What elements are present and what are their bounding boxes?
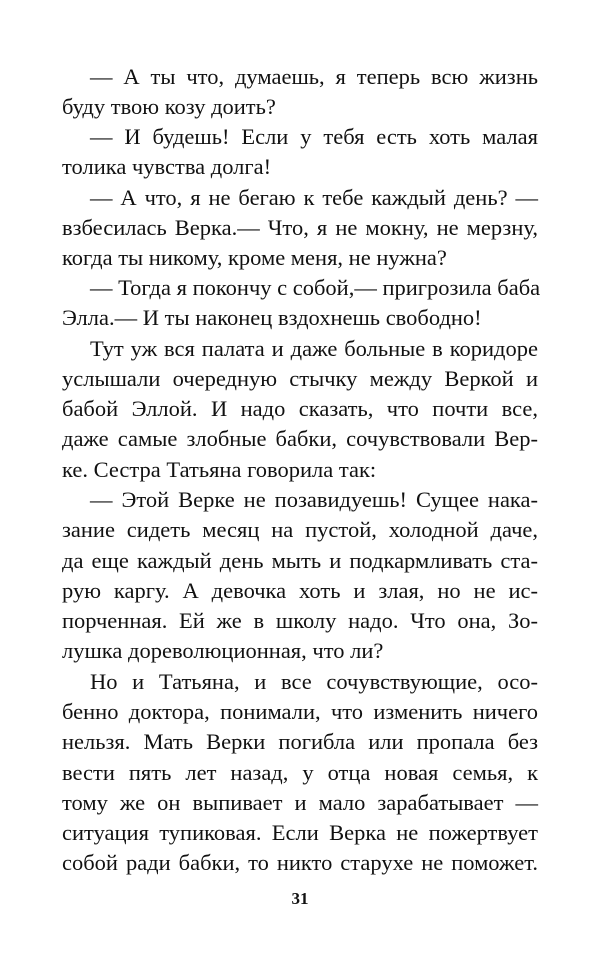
text-line: вести пять лет назад, у отца новая семья, к: [62, 760, 538, 785]
text-line: зание сидеть месяц на пустой, холодной даче,: [62, 517, 538, 542]
text-line: — И будешь! Если у тебя есть хоть малая: [90, 124, 538, 149]
text-line: да еще каждый день мыть и подкармливать ста-: [62, 548, 538, 573]
text-line: бабой Эллой. И надо сказать, что почти все,: [62, 396, 538, 421]
text-line: рую каргу. А девочка хоть и злая, но не ис-: [62, 578, 538, 603]
text-line: когда ты никому, кроме меня, не нужна?: [62, 245, 447, 270]
text-line: — А что, я не бегаю к тебе каждый день? —: [90, 185, 538, 210]
text-line: — Тогда я покончу с собой,— пригрозила баба: [90, 275, 541, 300]
text-line: бенно доктора, понимали, что изменить ничего: [62, 699, 538, 724]
text-line: услышали очередную стычку между Веркой и: [62, 366, 538, 391]
text-line: — Этой Верке не позавидуешь! Сущее нака-: [90, 487, 538, 512]
text-line: собой ради бабки, то никто старухе не поможет.: [62, 850, 538, 875]
text-line: ситуация тупиковая. Если Верка не пожертвует: [62, 820, 538, 845]
text-line: Тут уж вся палата и даже больные в коридоре: [90, 336, 538, 361]
text-line: толика чувства долга!: [62, 154, 272, 179]
text-line: Элла.— И ты наконец вздохнешь свободно!: [62, 305, 482, 330]
text-line: буду твою козу доить?: [62, 94, 276, 119]
text-line: ке. Сестра Татьяна говорила так:: [62, 457, 377, 482]
text-line: нельзя. Мать Верки погибла или пропала без: [62, 729, 538, 754]
text-line: взбесилась Верка.— Что, я не мокну, не мерзну,: [62, 215, 538, 240]
text-line: тому же он выпивает и мало зарабатывает —: [62, 790, 538, 815]
text-line: порченная. Ей же в школу надо. Что она, Зо-: [62, 608, 538, 633]
text-line: Но и Татьяна, и все сочувствующие, осо-: [90, 669, 538, 694]
text-line: лушка дореволюционная, что ли?: [62, 638, 384, 663]
page-number: 31: [291, 889, 309, 908]
text-line: даже самые злобные бабки, сочувствовали Вер-: [62, 426, 538, 451]
text-line: — А ты что, думаешь, я теперь всю жизнь: [90, 64, 538, 89]
